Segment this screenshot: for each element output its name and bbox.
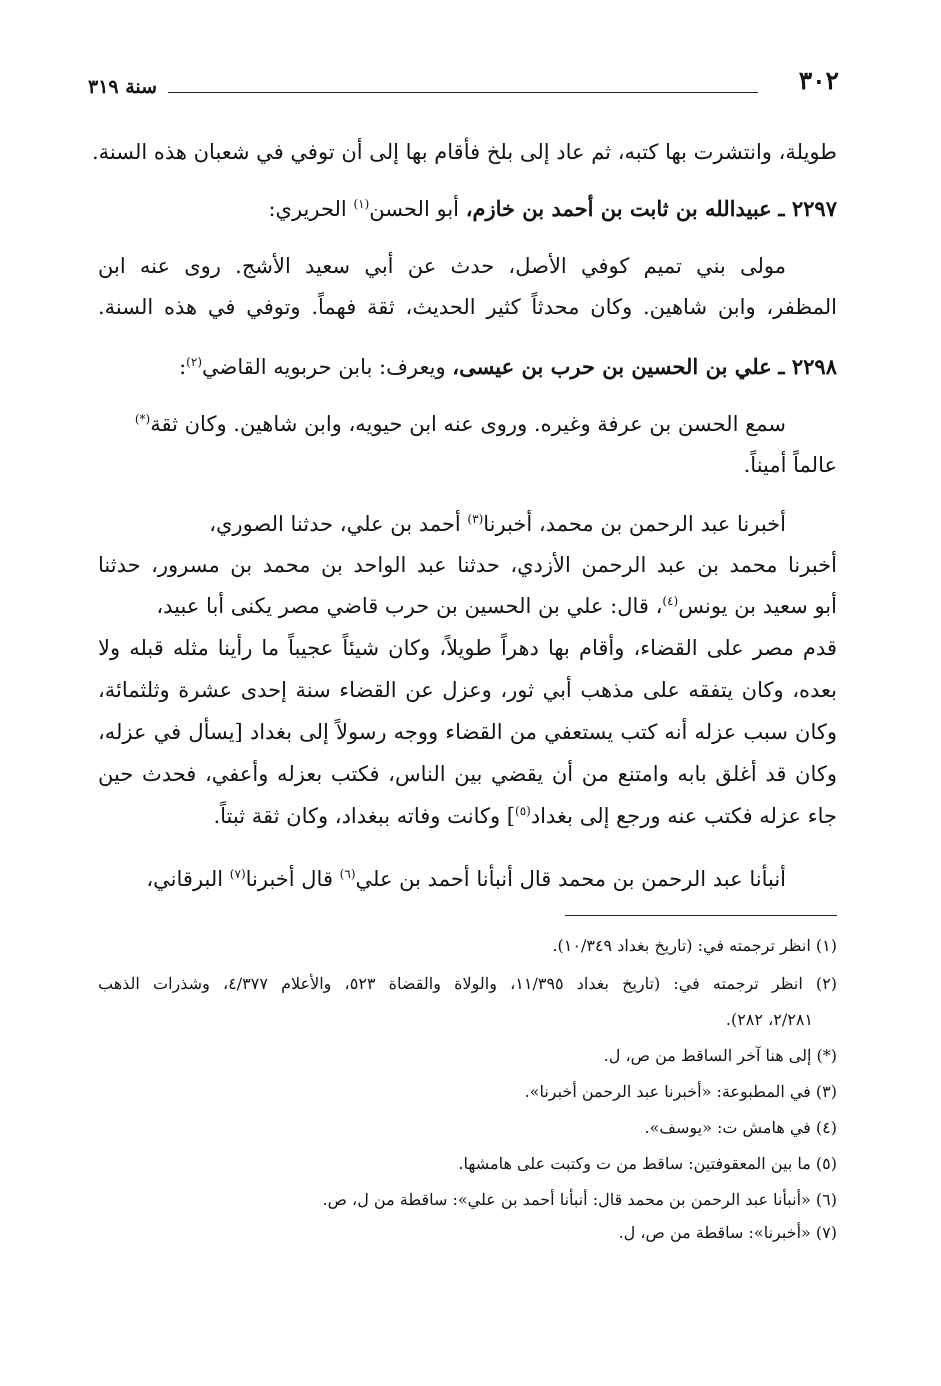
entry-number: ٢٢٩٨ ـ: [778, 354, 837, 379]
para1-line-8: [98, 801, 837, 831]
para1-line-3: [98, 591, 837, 621]
para1-line-7: وكان قد أغلق بابه وامتنع من أن يقضي بين الناس، فكتب بعزله وأعفي، فحدث حين: [98, 762, 837, 786]
entry-2298-heading: [98, 352, 837, 382]
footnote-ref-6: (٦): [339, 867, 356, 881]
footnote-ref-5: (٥): [515, 804, 531, 818]
footnote-1: (١) انظر ترجمته في: (تاريخ بغداد ١٠/٣٤٩).: [552, 936, 837, 955]
running-head: سنة ٣١٩: [88, 76, 158, 98]
footnote-7: (٧) «أخبرنا»: ساقطة من ص، ل.: [618, 1223, 837, 1242]
entry-kunya: أبو الحسن: [369, 197, 459, 221]
footnote-star: (*) إلى هنا آخر الساقط من ص، ل.: [603, 1046, 837, 1065]
para1-line-1b: أحمد بن علي، حدثنا الصوري،: [209, 512, 461, 536]
para1-line-6: وكان سبب عزله أنه كتب يستعفي من القضاء ووجه رسولاً إلى بغداد [يسأل في عزله،: [98, 720, 837, 744]
para2-b: قال أخبرنا: [245, 867, 333, 891]
para1-line-1a: أخبرنا عبد الرحمن بن محمد، أخبرنا: [483, 512, 786, 536]
page-number: ٣٠٢: [798, 66, 839, 95]
entry-rest: ويعرف: بابن حربويه القاضي: [202, 355, 446, 379]
entry-2298-text-1: [98, 409, 786, 439]
header-rule: [168, 92, 758, 93]
footnote-ref-1: (١): [353, 197, 370, 211]
para1-line-3b: ، قال: علي بن الحسين بن حرب قاضي مصر يكنى أبا عبيد،: [156, 594, 663, 618]
para1-line-5: بعده، وكان يتفقه على مذهب أبي ثور، وعزل عن القضاء سنة إحدى عشرة وثلثمائة،: [98, 678, 837, 702]
entry-name: علي بن الحسين بن حرب بن عيسى،: [452, 354, 772, 379]
entry-2297-text-2: المظفر، وابن شاهين. وكان محدثاً كثير الحديث، ثقة فهماً. وتوفي في هذه السنة.: [98, 295, 837, 319]
footnote-2-line-1: (٢) انظر ترجمته في: (تاريخ بغداد ١١/٣٩٥، والولاة والقضاة ٥٢٣، والأعلام ٤/٣٧٧، وشذرات الذهب: [98, 974, 838, 993]
para1-line-8b: ] وكانت وفاته ببغداد، وكان ثقة ثبتاً.: [213, 804, 515, 828]
footnote-5: (٥) ما بين المعقوفتين: ساقط من ت وكتبت على هامشها.: [458, 1154, 837, 1173]
footnote-ref-star: (*): [134, 412, 151, 426]
footnote-ref-4: (٤): [662, 594, 679, 608]
entry-name: عبيدالله بن ثابت بن أحمد بن خازم،: [465, 196, 772, 221]
footnote-separator: [565, 915, 837, 916]
footnote-3: (٣) في المطبوعة: «أخبرنا عبد الرحمن أخبرنا».: [524, 1082, 837, 1101]
entry-2297-text-1: مولى بني تميم كوفي الأصل، حدث عن أبي سعيد الأشج. روى عنه ابن: [98, 254, 786, 278]
entry-2298-text-2: عالماً أميناً.: [743, 453, 837, 477]
footnote-ref-2: (٢): [186, 355, 202, 369]
entry-number: ٢٢٩٧ ـ: [778, 196, 837, 221]
footnote-2-line-2: ٢/٢٨١، ٢٨٢).: [725, 1010, 813, 1029]
footnote-ref-7: (٧): [229, 867, 246, 881]
entry-colon: :: [179, 355, 187, 379]
para2-line-1: [98, 864, 786, 894]
entry-nisba: الحريري:: [268, 197, 347, 221]
body-line-1: طويلة، وانتشرت بها كتبه، ثم عاد إلى بلخ فأقام بها إلى أن توفي في شعبان هذه السنة.: [91, 140, 837, 164]
para1-line-2: أخبرنا محمد بن عبد الرحمن الأزدي، حدثنا عبد الواحد بن محمد بن مسرور، حدثنا: [98, 553, 837, 577]
para1-line-3a: أبو سعيد بن يونس: [678, 594, 837, 618]
entry-2298-text-1-body: سمع الحسن بن عرفة وغيره. وروى عنه ابن حيويه، وابن شاهين. وكان ثقة: [150, 412, 786, 436]
footnote-4: (٤) في هامش ت: «يوسف».: [644, 1118, 837, 1137]
entry-2297-heading: [98, 194, 837, 224]
para1-line-4: قدم مصر على القضاء، وأقام بها دهراً طويلاً، وكان شيئاً عجيباً ما رأينا مثله قبله ولا: [98, 636, 837, 660]
para2-c: البرقاني،: [146, 867, 224, 891]
para1-line-1: [98, 509, 786, 539]
para2-a: أنبأنا عبد الرحمن بن محمد قال أنبأنا أحمد بن علي: [355, 867, 786, 891]
footnote-ref-3: (٣): [467, 512, 484, 526]
para1-line-8a: جاء عزله فكتب عنه ورجع إلى بغداد: [530, 804, 837, 828]
footnote-6: (٦) «أنبأنا عبد الرحمن بن محمد قال: أنبأنا أحمد بن علي»: ساقطة من ل، ص.: [322, 1190, 837, 1209]
